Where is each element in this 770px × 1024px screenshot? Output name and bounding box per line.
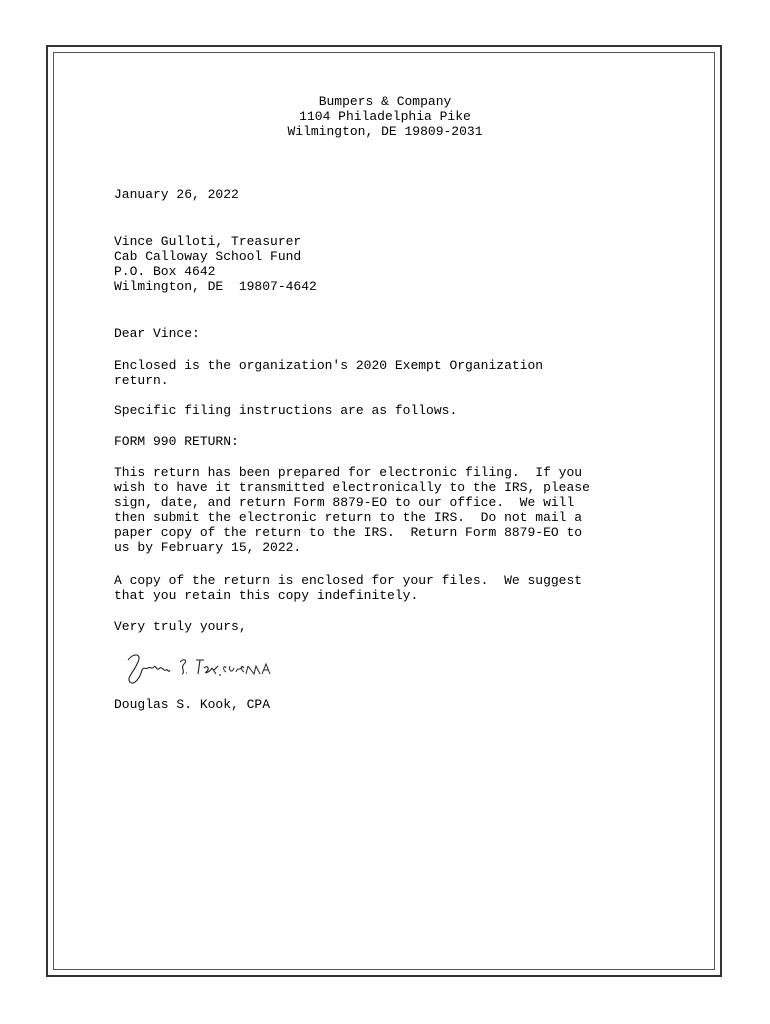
paragraph-3-line-2: wish to have it transmitted electronically to the IRS, please [114, 480, 590, 495]
recipient-line-2: Cab Calloway School Fund [114, 249, 302, 264]
paragraph-3-line-1: This return has been prepared for electronic filing. If you [114, 465, 583, 480]
paragraph-1-line-1: Enclosed is the organization's 2020 Exempt Organization [114, 358, 544, 373]
paragraph-4-line-1: A copy of the return is enclosed for your files. We suggest [114, 573, 583, 588]
paragraph-2: Specific filing instructions are as follows. [114, 403, 458, 418]
paragraph-1-line-2: return. [114, 373, 169, 388]
signer-name: Douglas S. Kook, CPA [114, 697, 271, 712]
paragraph-3-line-4: then submit the electronic return to the IRS. Do not mail a [114, 510, 583, 525]
letterhead-city: Wilmington, DE 19809-2031 [287, 124, 483, 139]
paragraph-3-line-6: us by February 15, 2022. [114, 540, 302, 555]
recipient-line-3: P.O. Box 4642 [114, 264, 216, 279]
recipient-line-4: Wilmington, DE 19807-4642 [114, 279, 317, 294]
paragraph-3-line-3: sign, date, and return Form 8879-EO to our office. We will [114, 495, 575, 510]
letter-date: January 26, 2022 [114, 187, 239, 202]
paragraph-4-line-2: that you retain this copy indefinitely. [114, 588, 419, 603]
handwritten-signature [120, 648, 310, 688]
paragraph-3-line-5: paper copy of the return to the IRS. Return Form 8879-EO to [114, 525, 583, 540]
recipient-line-1: Vince Gulloti, Treasurer [114, 234, 302, 249]
letterhead-company: Bumpers & Company [318, 94, 452, 109]
closing: Very truly yours, [114, 619, 247, 634]
form-heading: FORM 990 RETURN: [114, 434, 239, 449]
salutation: Dear Vince: [114, 326, 200, 341]
letterhead-street: 1104 Philadelphia Pike [299, 109, 471, 124]
